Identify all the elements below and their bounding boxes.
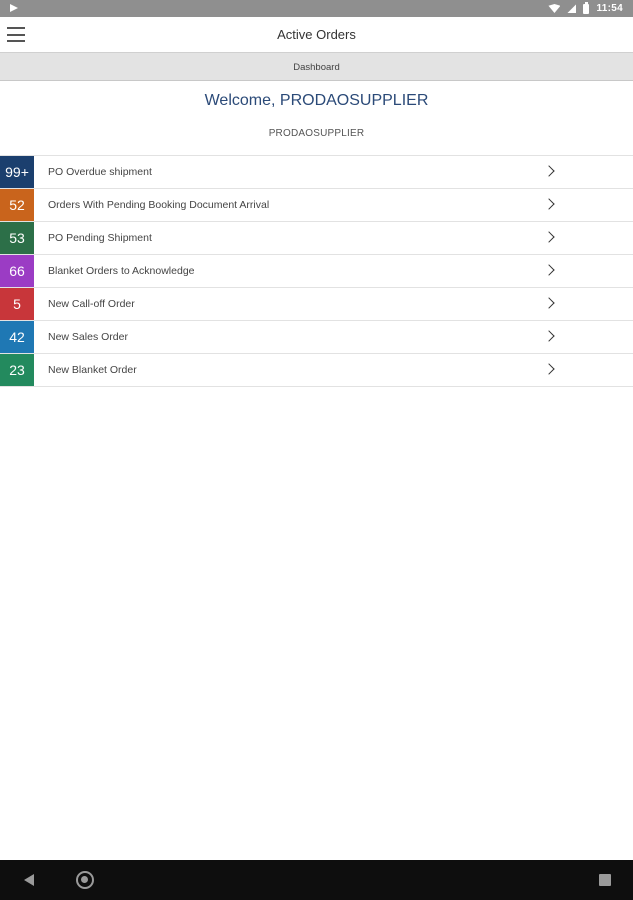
- list-item-label: New Blanket Order: [48, 364, 137, 376]
- list-item-label: New Sales Order: [48, 331, 128, 343]
- list-item-label: PO Pending Shipment: [48, 232, 152, 244]
- count-badge: 23: [0, 354, 34, 386]
- list-item-po-pending-shipment[interactable]: [0, 222, 633, 255]
- app-bar: [0, 17, 633, 52]
- recent-apps-icon[interactable]: [599, 874, 611, 886]
- list-item-label: PO Overdue shipment: [48, 166, 152, 178]
- list-item-label: Blanket Orders to Acknowledge: [48, 265, 195, 277]
- welcome-subtitle: PRODAOSUPPLIER: [268, 128, 365, 139]
- count-badge: 99+: [0, 156, 34, 188]
- dashboard-bar[interactable]: Dashboard: [0, 52, 633, 81]
- play-store-icon: [10, 4, 18, 12]
- battery-icon: [583, 4, 589, 14]
- status-icons: [548, 0, 623, 17]
- status-time: 11:54: [596, 3, 623, 14]
- wifi-icon: [548, 4, 560, 13]
- welcome-title: Welcome, PRODAOSUPPLIER: [204, 92, 429, 109]
- signal-icon: [567, 4, 576, 13]
- count-badge: 53: [0, 222, 34, 254]
- status-bar: [0, 0, 633, 17]
- count-badge: 5: [0, 288, 34, 320]
- list-item-pending-booking-document[interactable]: [0, 189, 633, 222]
- page-title: Active Orders: [277, 27, 356, 42]
- list-item-po-overdue-shipment[interactable]: [0, 156, 633, 189]
- list-item-new-call-off-order[interactable]: [0, 288, 633, 321]
- list-item-new-sales-order[interactable]: [0, 321, 633, 354]
- list-item-new-blanket-order[interactable]: [0, 354, 633, 387]
- orders-list: [0, 155, 633, 387]
- back-icon[interactable]: [24, 874, 34, 886]
- list-item-label: New Call-off Order: [48, 298, 135, 310]
- list-item-blanket-orders-to-acknowledge[interactable]: [0, 255, 633, 288]
- system-nav-bar: [0, 860, 633, 900]
- home-icon[interactable]: [76, 871, 94, 889]
- list-item-label: Orders With Pending Booking Document Arrival: [48, 199, 270, 211]
- count-badge: 66: [0, 255, 34, 287]
- count-badge: 42: [0, 321, 34, 353]
- count-badge: 52: [0, 189, 34, 221]
